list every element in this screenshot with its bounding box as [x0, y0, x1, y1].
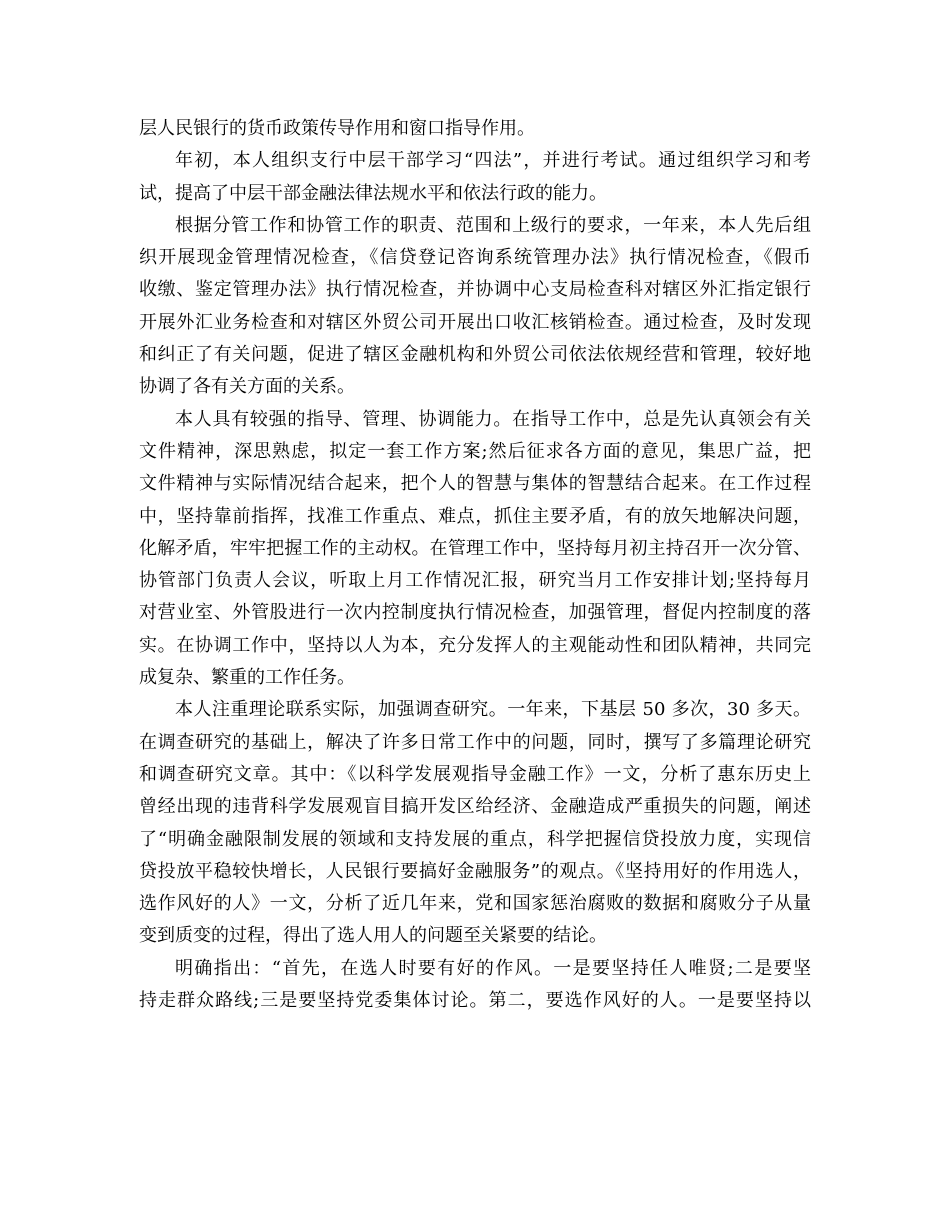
text-line: 对营业室、外管股进行一次内控制度执行情况检查，加强管理，督促内控制度的落: [139, 602, 811, 624]
text-line: 选作风好的人》一文，分析了近几年来，党和国家惩治腐败的数据和腐败分子从量: [139, 893, 811, 915]
text-line: 中，坚持靠前指挥，找准工作重点、难点，抓住主要矛盾，有的放矢地解决问题，: [139, 505, 811, 527]
text-line: 本人注重理论联系实际，加强调查研究。一年来，下基层 50 多次，30 多天。: [175, 699, 811, 721]
text-line: 根据分管工作和协管工作的职责、范围和上级行的要求，一年来，本人先后组: [175, 214, 811, 236]
text-line: 协管部门负责人会议，听取上月工作情况汇报，研究当月工作安排计划;坚持每月: [139, 570, 811, 592]
text-line: 和纠正了有关问题，促进了辖区金融机构和外贸公司依法依规经营和管理，较好地: [139, 344, 811, 366]
text-line: 变到质变的过程，得出了选人用人的问题至关紧要的结论。: [139, 925, 607, 947]
text-line: 开展外汇业务检查和对辖区外贸公司开展出口收汇核销检查。通过检查，及时发现: [139, 311, 811, 333]
text-line: 年初，本人组织支行中层干部学习“四法”，并进行考试。通过组织学习和考: [175, 150, 811, 172]
document-body: [139, 113, 811, 1017]
text-line: 在调查研究的基础上，解决了许多日常工作中的问题，同时，撰写了多篇理论研究: [139, 731, 811, 753]
text-line: 持走群众路线;三是要坚持党委集体讨论。第二，要选作风好的人。一是要坚持以: [139, 990, 811, 1012]
text-line: 成复杂、繁重的工作任务。: [139, 667, 355, 689]
text-line: 文件精神，深思熟虑，拟定一套工作方案;然后征求各方面的意见，集思广益，把: [139, 440, 811, 462]
text-line: 本人具有较强的指导、管理、协调能力。在指导工作中，总是先认真领会有关: [175, 408, 811, 430]
text-line: 试，提高了中层干部金融法律法规水平和依法行政的能力。: [139, 182, 607, 204]
text-line: 实。在协调工作中，坚持以人为本，充分发挥人的主观能动性和团队精神，共同完: [139, 634, 811, 656]
text-line: 收缴、鉴定管理办法》执行情况检查，并协调中心支局检查科对辖区外汇指定银行: [139, 279, 811, 301]
text-line: 化解矛盾，牢牢把握工作的主动权。在管理工作中，坚持每月初主持召开一次分管、: [139, 537, 811, 559]
text-line: 了“明确金融限制发展的领域和支持发展的重点，科学把握信贷投放力度，实现信: [139, 828, 811, 850]
text-line: 织开展现金管理情况检查，《信贷登记咨询系统管理办法》执行情况检查，《假币: [139, 247, 811, 269]
text-line: 协调了各有关方面的关系。: [139, 376, 355, 398]
text-line: 和调查研究文章。其中：《以科学发展观指导金融工作》一文，分析了惠东历史上: [139, 763, 811, 785]
text-line: 明确指出：“首先，在选人时要有好的作风。一是要坚持任人唯贤;二是要坚: [175, 957, 811, 979]
text-line: 文件精神与实际情况结合起来，把个人的智慧与集体的智慧结合起来。在工作过程: [139, 473, 811, 495]
text-line: 贷投放平稳较快增长，人民银行要搞好金融服务”的观点。《坚持用好的作用选人，: [139, 860, 811, 882]
text-line: 曾经出现的违背科学发展观盲目搞开发区给经济、金融造成严重损失的问题，阐述: [139, 796, 811, 818]
text-line: 层人民银行的货币政策传导作用和窗口指导作用。: [139, 118, 535, 139]
